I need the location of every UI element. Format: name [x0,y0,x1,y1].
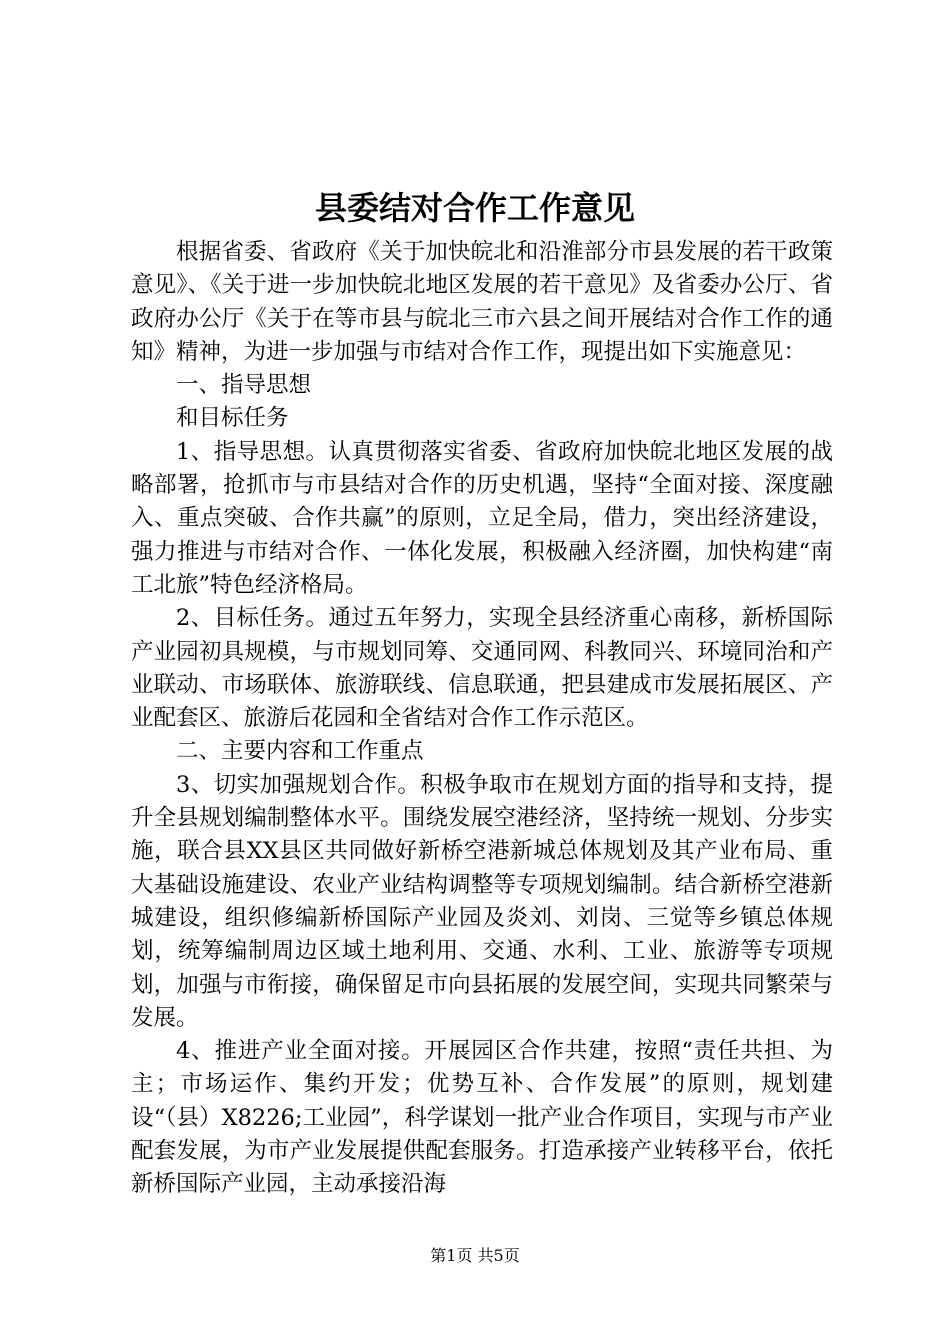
document-body [131,236,833,1202]
heading-guiding-thought: 一、指导思想 [176,372,312,399]
paragraph-intro: 根据省委、省政府《关于加快皖北和沿淮部分市县发展的若干政策意见》、《关于进一步加快皖北地区发展的若干意见》及省委办公厅、省政府办公厅《关于在等市县与皖北三市六县之间开展结对合作工作的通知》精神，为进一步加强与市结对合作工作，现提出如下实施意见： [131,239,833,365]
page-footer: 第1页 共5页 [430,1246,520,1265]
heading-goal-tasks: 和目标任务 [176,405,289,432]
paragraph-item-2: 2、目标任务。通过五年努力，实现全县经济重心南移，新桥国际产业园初具规模，与市规划同筹、交通同网、科教同兴、环境同治和产业联动、市场联体、旅游联线、信息联通，把县建成市发展拓展区、产业配套区、旅游后花园和全省结对合作工作示范区。 [131,605,833,732]
document-title: 县委结对合作工作意见 [314,189,635,227]
paragraph-item-3: 3、切实加强规划合作。积极争取市在规划方面的指导和支持，提升全县规划编制整体水平。围绕发展空港经济，坚持统一规划、分步实施，联合县XX县区共同做好新桥空港新城总体规划及其产业布局、重大基础设施建设、农业产业结构调整等专项规划编制。结合新桥空港新城建设，组织修编新桥国际产业园及炎刘、刘岗、三觉等乡镇总体规划，统筹编制周边区域土地利用、交通、水利、工业、旅游等专项规划，加强与市衔接，确保留足市向县拓展的发展空间，实现共同繁荣与发展。 [131,771,833,1031]
paragraph-item-1: 1、指导思想。认真贯彻落实省委、省政府加快皖北地区发展的战略部署，抢抓市与市县结对合作的历史机遇，坚持“全面对接、深度融入、重点突破、合作共赢”的原则，立足全局，借力，突出经济建设，强力推进与市结对合作、一体化发展，积极融入经济圈，加快构建“南工北旅”特色经济格局。 [131,438,833,598]
paragraph-item-4: 4、推进产业全面对接。开展园区合作共建，按照“责任共担、为主；市场运作、集约开发；优势互补、合作发展”的原则，规划建设“（县）X8226;工业园”，科学谋划一批产业合作项目，实现与市产业配套发展，为市产业发展提供配套服务。打造承接产业转移平台，依托新桥国际产业园，主动承接沿海 [131,1038,833,1198]
heading-main-content: 二、主要内容和工作重点 [176,738,424,765]
